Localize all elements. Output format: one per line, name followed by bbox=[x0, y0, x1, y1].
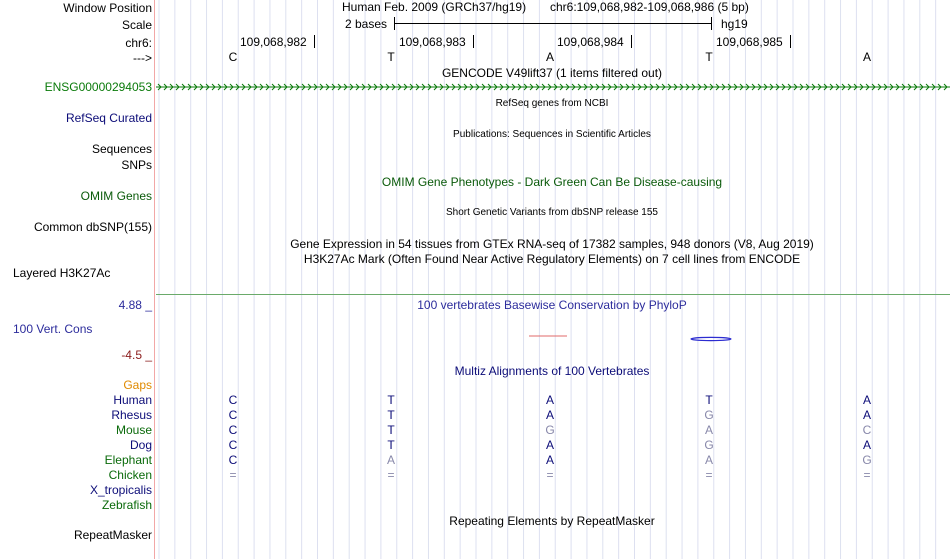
phylop-positive-segment bbox=[691, 337, 731, 340]
aligned-base: T bbox=[387, 393, 395, 407]
aligned-base: = bbox=[387, 468, 395, 482]
species-label[interactable]: X_tropicalis bbox=[89, 483, 152, 497]
reference-base: C bbox=[228, 50, 238, 64]
gaps-label[interactable]: Gaps bbox=[123, 378, 152, 392]
aligned-base: A bbox=[545, 453, 555, 467]
publications-track-label[interactable]: Sequences bbox=[91, 142, 152, 156]
coordinate-label: 109,068,985 bbox=[716, 35, 783, 49]
refseq-track-label[interactable]: RefSeq Curated bbox=[65, 111, 152, 125]
aligned-base: = bbox=[705, 468, 713, 482]
species-label[interactable]: Rhesus bbox=[111, 408, 152, 422]
aligned-base: = bbox=[863, 468, 871, 482]
aligned-base: C bbox=[228, 438, 238, 452]
aligned-base: C bbox=[228, 423, 238, 437]
coordinate-tick bbox=[631, 35, 632, 48]
aligned-base: T bbox=[387, 423, 395, 437]
aligned-base: G bbox=[704, 408, 714, 422]
species-label[interactable]: Chicken bbox=[108, 468, 152, 482]
gencode-gene-feature[interactable] bbox=[156, 82, 950, 92]
phylop-track-title: 100 vertebrates Basewise Conservation by PhyloP bbox=[417, 298, 687, 312]
snps-track-label[interactable]: SNPs bbox=[121, 158, 152, 172]
window-position-label: Window Position bbox=[63, 1, 152, 15]
scale-text: 2 bases bbox=[345, 17, 388, 31]
aligned-base: C bbox=[228, 408, 238, 422]
aligned-base: G bbox=[862, 453, 872, 467]
scale-bar-right bbox=[711, 17, 712, 30]
phylop-signal[interactable] bbox=[156, 330, 950, 344]
coordinate-label: 109,068,983 bbox=[399, 35, 466, 49]
db-text: hg19 bbox=[721, 17, 748, 31]
coordinate-label: 109,068,982 bbox=[240, 35, 307, 49]
phylop-min-value: -4.5 _ bbox=[121, 348, 152, 362]
omim-track-title: OMIM Gene Phenotypes - Dark Green Can Be Disease-causing bbox=[381, 175, 723, 189]
aligned-base: G bbox=[545, 423, 555, 437]
phylop-max-value: 4.88 _ bbox=[118, 298, 152, 312]
aligned-base: = bbox=[546, 468, 554, 482]
refseq-track-title: RefSeq genes from NCBI bbox=[495, 98, 609, 109]
aligned-base: A bbox=[862, 408, 872, 422]
coordinate-label: 109,068,984 bbox=[557, 35, 624, 49]
multiz-track-title: Multiz Alignments of 100 Vertebrates bbox=[454, 364, 650, 378]
h3k27ac-track-title: H3K27Ac Mark (Often Found Near Active Regulatory Elements) on 7 cell lines from ENCODE bbox=[303, 252, 801, 266]
reference-base: T bbox=[705, 50, 713, 64]
scale-bar bbox=[394, 23, 712, 24]
aligned-base: A bbox=[862, 393, 872, 407]
phylop-track-label[interactable]: 100 Vert. Cons bbox=[13, 322, 93, 336]
h3k27ac-track-label[interactable]: Layered H3K27Ac bbox=[13, 266, 111, 280]
reference-base: A bbox=[862, 50, 872, 64]
assembly-text: Human Feb. 2009 (GRCh37/hg19) bbox=[342, 0, 527, 14]
reference-base: A bbox=[545, 50, 555, 64]
species-label[interactable]: Zebrafish bbox=[101, 498, 152, 512]
coordinate-tick bbox=[314, 35, 315, 48]
aligned-base: A bbox=[386, 453, 396, 467]
chrom-label: chr6: bbox=[125, 36, 152, 50]
aligned-base: A bbox=[862, 438, 872, 452]
gtex-track-title: Gene Expression in 54 tissues from GTEx RNA-seq of 17382 samples, 948 donors (V8, Aug 2019) bbox=[290, 237, 814, 251]
aligned-base: C bbox=[862, 423, 872, 437]
species-label[interactable]: Dog bbox=[129, 438, 152, 452]
h3k27ac-baseline bbox=[156, 294, 950, 295]
repeatmasker-track-title: Repeating Elements by RepeatMasker bbox=[449, 514, 655, 528]
repeatmasker-track-label[interactable]: RepeatMasker bbox=[73, 528, 152, 542]
label-divider bbox=[154, 0, 155, 559]
reference-base: T bbox=[387, 50, 395, 64]
species-label[interactable]: Mouse bbox=[115, 423, 152, 437]
gencode-gene-label[interactable]: ENSG00000294053 bbox=[44, 80, 152, 94]
strand-label: ---> bbox=[133, 51, 152, 65]
aligned-base: C bbox=[228, 453, 238, 467]
publications-track-title: Publications: Sequences in Scientific Articles bbox=[453, 129, 651, 140]
position-text[interactable]: chr6:109,068,982-109,068,986 (5 bp) bbox=[550, 0, 749, 14]
omim-track-label[interactable]: OMIM Genes bbox=[80, 189, 152, 203]
aligned-base: A bbox=[704, 423, 714, 437]
coordinate-tick bbox=[473, 35, 474, 48]
aligned-base: = bbox=[229, 468, 237, 482]
aligned-base: A bbox=[545, 438, 555, 452]
coordinate-tick bbox=[790, 35, 791, 48]
scale-label: Scale bbox=[121, 18, 152, 32]
aligned-base: G bbox=[704, 438, 714, 452]
aligned-base: A bbox=[704, 453, 714, 467]
species-label[interactable]: Elephant bbox=[104, 453, 152, 467]
aligned-base: T bbox=[705, 393, 713, 407]
aligned-base: A bbox=[545, 393, 555, 407]
dbsnp-track-title: Short Genetic Variants from dbSNP release 155 bbox=[446, 207, 658, 218]
species-label[interactable]: Human bbox=[113, 393, 152, 407]
aligned-base: T bbox=[387, 408, 395, 422]
dbsnp-track-label[interactable]: Common dbSNP(155) bbox=[33, 220, 152, 234]
gencode-track-title: GENCODE V49lift37 (1 items filtered out) bbox=[441, 66, 663, 80]
aligned-base: C bbox=[228, 393, 238, 407]
aligned-base: T bbox=[387, 438, 395, 452]
aligned-base: A bbox=[545, 408, 555, 422]
